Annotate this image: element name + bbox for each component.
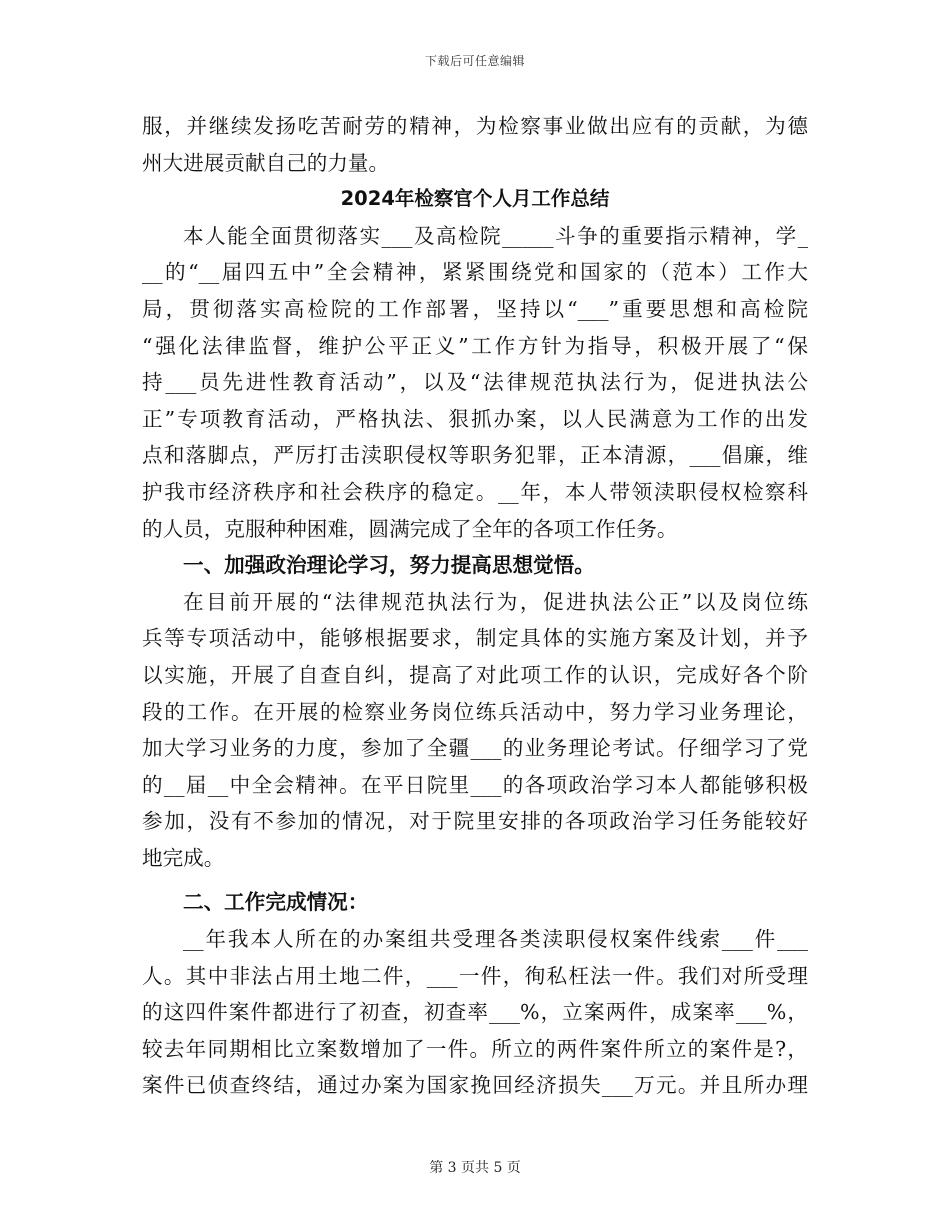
body-line: 地完成。 [142,845,225,870]
body-line: 案件已侦查终结，通过办案为国家挽回经济损失___万元。并且所办理 [142,1073,808,1098]
document-body [142,108,808,1104]
body-line: 点和落脚点，严厉打击渎职侵权等职务犯罪，正本清源，___倡廉，维 [142,443,808,468]
body-line: 服，并继续发扬吃苦耐劳的精神，为检察事业做出应有的贡献，为德 [142,114,808,138]
body-line: 的__届__中全会精神。在平日院里___的各项政治学习本人都能够积极 [142,772,808,797]
body-line: 以实施，开展了自查自纠，提高了对此项工作的认识，完成好各个阶 [142,662,808,687]
section-title: 2024年检察官个人月工作总结 [340,187,610,211]
body-line: 的这四件案件都进行了初查，初查率___%，立案两件，成案率___%， [142,1000,808,1025]
section-heading-1: 一、加强政治理论学习，努力提高思想觉悟。 [183,553,595,578]
body-line: “强化法律监督，维护公平正义”工作方针为指导，积极开展了“保 [142,333,808,358]
body-line: 护我市经济秩序和社会秩序的稳定。__年，本人带领渎职侵权检察科 [142,479,808,504]
body-line: 州大进展贡献自己的力量。 [142,150,390,175]
body-line: 段的工作。在开展的检察业务岗位练兵活动中，努力学习业务理论， [142,699,808,724]
body-line: 参加，没有不参加的情况，对于院里安排的各项政治学习任务能较好 [142,809,808,834]
body-line: 在目前开展的“法律规范执法行为，促进执法公正”以及岗位练 [183,589,808,614]
body-line: 人。其中非法占用土地二件，___一件，徇私枉法一件。我们对所受理 [142,963,808,988]
body-line: __年我本人所在的办案组共受理各类渎职侵权案件线索___件___ [183,927,808,952]
body-line: __的“__届四五中”全会精神，紧紧围绕党和国家的（范本）工作大 [142,260,808,285]
body-line: 较去年同期相比立案数增加了一件。所立的两件案件所立的案件是?， [142,1036,808,1061]
body-line: 本人能全面贯彻落实___及高检院_____斗争的重要指示精神，学_ [183,223,808,248]
page-footer: 第 3 页共 5 页 [429,1160,521,1176]
page-header: 下载后可任意编辑 [424,54,525,68]
body-line: 局，贯彻落实高检院的工作部署，坚持以“___”重要思想和高检院 [142,296,808,321]
body-line: 加大学习业务的力度，参加了全疆___的业务理论考试。仔细学习了党 [142,736,808,761]
body-line: 的人员，克服种种困难，圆满完成了全年的各项工作任务。 [142,516,678,541]
body-line: 正”专项教育活动，严格执法、狠抓办案，以人民满意为工作的出发 [142,406,808,431]
body-line: 持___员先进性教育活动”，以及“法律规范执法行为，促进执法公 [142,370,808,395]
body-line: 兵等专项活动中，能够根据要求，制定具体的实施方案及计划，并予 [142,626,808,651]
section-heading-2: 二、工作完成情况： [183,890,369,915]
paragraph-gap [142,876,808,884]
